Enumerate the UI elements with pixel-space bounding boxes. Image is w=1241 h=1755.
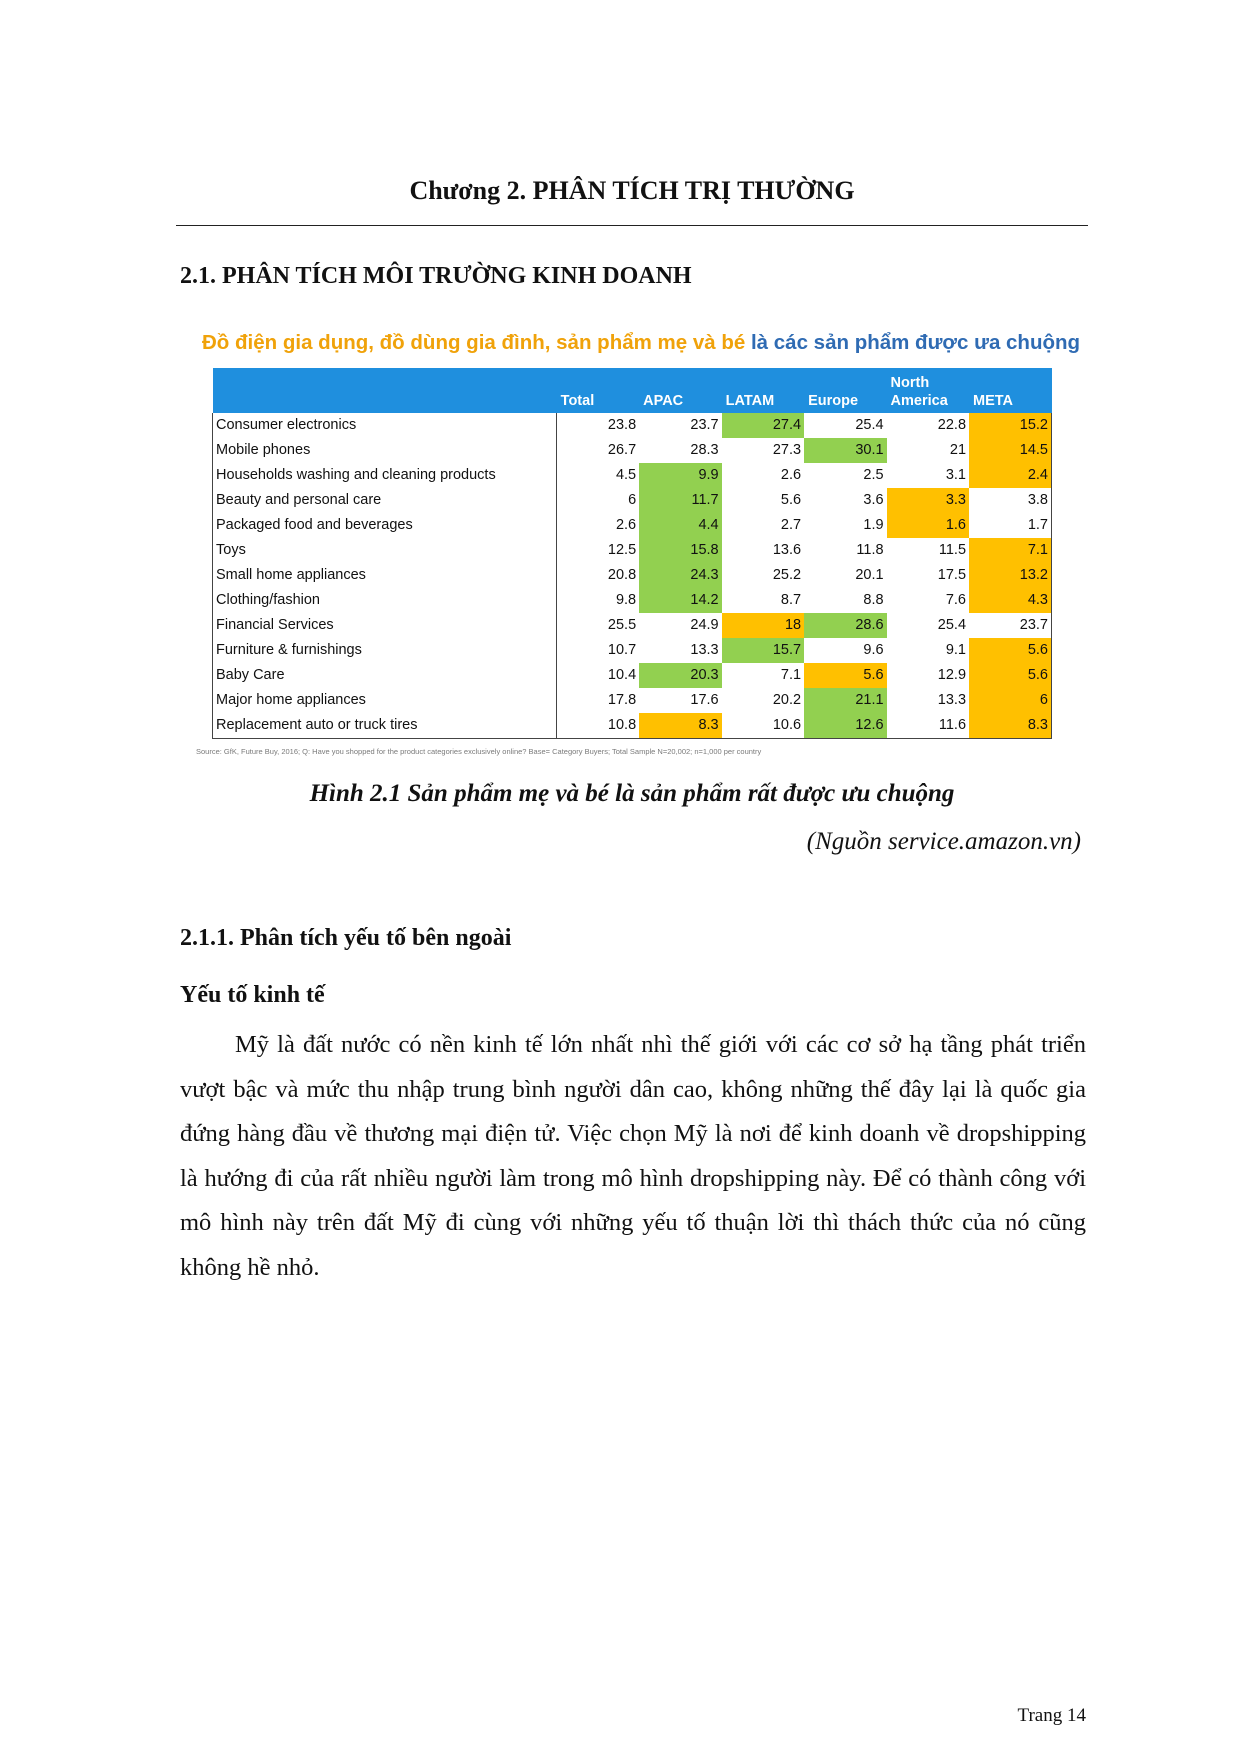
table-value-cell: 11.7 [639,488,721,513]
table-value-cell: 15.8 [639,538,721,563]
table-value-cell: 6 [628,492,637,508]
table-value-cell: 9.8 [615,592,637,608]
table-row [213,513,1052,538]
subsection-heading: 2.1.1. Phân tích yếu tố bên ngoài [180,925,512,951]
table-value-cell: 12.5 [607,542,637,558]
table-value-cell: 28.6 [804,613,886,638]
table-value-cell: 21 [949,442,967,458]
table-category-cell: Mobile phones [213,438,557,463]
table-row [213,688,1052,713]
figure-caption: Hình 2.1 Sản phẩm mẹ và bé là sản phẩm rất được ưu chuộng [309,780,955,807]
table-value-cell: 7.1 [780,667,802,683]
table-value-cell: 13.6 [772,542,802,558]
table-value-cell: 18 [722,613,804,638]
table-value-cell: 20.3 [639,663,721,688]
table-value-cell: 5.6 [969,638,1051,663]
figure-headline-rest: là các sản phẩm được ưa chuộng [745,331,1081,354]
table-row [213,463,1052,488]
table-value-cell: 26.7 [607,442,637,458]
table-value-cell: 8.3 [969,713,1051,739]
table-value-cell: 6 [969,688,1051,713]
table-category-cell: Toys [213,538,557,563]
figure-headline [196,326,1081,360]
table-value-cell: 10.8 [557,713,639,739]
table-value-cell: 15.2 [969,413,1051,438]
table-value-cell: 13.3 [937,692,967,708]
table-category-cell: Furniture & furnishings [213,638,557,663]
factor-heading: Yếu tố kinh tế [180,982,325,1008]
table-value-cell: 3.8 [969,488,1051,513]
table-value-cell: 25.5 [607,617,637,633]
table-header-cell: Europe [804,368,886,413]
table-header-cell: North America [887,368,969,413]
table-category-cell: Packaged food and beverages [213,513,557,538]
table-category-cell: Small home appliances [213,563,557,588]
figure-image [196,326,1081,756]
table-value-cell: 7.6 [945,592,967,608]
figure-source-note: Source: GfK, Future Buy, 2016; Q: Have you shopped for the product categories exclusively online? Base= Category Buyers; Total Sample N=20,002; n=1,000 per country [196,747,762,756]
table-value-cell: 13.3 [690,642,719,658]
table-value-cell: 3.3 [887,488,969,513]
table-value-cell: 14.5 [969,438,1051,463]
table-category-cell: Beauty and personal care [213,488,557,513]
table-value-cell: 17.5 [937,567,967,583]
table-row [213,638,1052,663]
body-paragraph: Mỹ là đất nước có nền kinh tế lớn nhất nhì thế giới với các cơ sở hạ tầng phát triển vượt bậc và mức thu nhập trung bình người dân cao, không những thế đây lại là quốc gia đứng hàng đầu về thương mại điện tử. Việc chọn Mỹ là nơi để kinh doanh về dropshipping là hướng đi của rất nhiều người làm trong mô hình dropshipping này. Để có thành công với mô hình này trên đất Mỹ đi cùng với những yếu tố thuận lời thì thách thức của nó cũng không hề nhỏ. [180,1031,1086,1281]
table-value-cell: 2.6 [615,517,637,533]
table-value-cell: 25.4 [855,417,884,433]
page-number: Trang 14 [1017,1705,1086,1726]
table-value-cell: 8.7 [780,592,802,608]
table-value-cell: 25.2 [772,567,802,583]
table-value-cell: 23.8 [607,417,637,433]
table-row [213,713,1052,739]
chapter-divider [176,225,1088,226]
table-category-cell: Replacement auto or truck tires [213,713,557,739]
table-value-cell: 3.1 [945,467,967,483]
table-category-cell: Clothing/fashion [213,588,557,613]
table-value-cell: 2.6 [780,467,802,483]
table-value-cell: 24.9 [690,617,719,633]
table-value-cell: 5.6 [780,492,802,508]
table-value-cell: 1.7 [969,513,1051,538]
figure-credit: (Nguồn service.amazon.vn) [806,828,1081,855]
table-value-cell: 8.8 [863,592,884,608]
table-value-cell: 10.6 [722,713,804,739]
table-value-cell: 15.7 [722,638,804,663]
table-header-row [213,368,1052,413]
table-value-cell: 4.4 [639,513,721,538]
table-value-cell: 20.8 [607,567,637,583]
table-value-cell: 12.9 [937,667,967,683]
figure-headline-highlight: Đồ điện gia dụng, đồ dùng gia đình, sản phẩm mẹ và bé [202,331,746,354]
table-value-cell: 14.2 [639,588,721,613]
table-category-cell: Households washing and cleaning products [213,463,557,488]
table-value-cell: 2.7 [780,517,802,533]
table-value-cell: 23.7 [690,417,719,433]
table-header-cell: LATAM [722,368,804,413]
table-row [213,413,1052,438]
table-value-cell: 1.9 [863,517,884,533]
table-value-cell: 9.1 [945,642,967,658]
table-value-cell: 17.6 [690,692,719,708]
section-heading: 2.1. PHÂN TÍCH MÔI TRƯỜNG KINH DOANH [180,263,692,289]
table-row [213,588,1052,613]
table-row [213,438,1052,463]
table-value-cell: 30.1 [804,438,886,463]
table-row [213,663,1052,688]
table-header-cell: META [969,368,1051,413]
table-value-cell: 24.3 [639,563,721,588]
table-value-cell: 4.5 [615,467,637,483]
table-value-cell: 21.1 [804,688,886,713]
table-value-cell: 28.3 [690,442,719,458]
table-value-cell: 1.6 [887,513,969,538]
table-header-cell [213,368,557,413]
table-row [213,563,1052,588]
chapter-title: Chương 2. PHÂN TÍCH TRỊ THƯỜNG [409,176,855,205]
table-value-cell: 12.6 [804,713,886,739]
table-category-cell: Financial Services [213,613,557,638]
table-value-cell: 5.6 [969,663,1051,688]
table-category-cell: Baby Care [213,663,557,688]
table-value-cell: 9.9 [639,463,721,488]
table-value-cell: 3.6 [863,492,884,508]
table-value-cell: 10.4 [607,667,637,683]
table-value-cell: 2.4 [969,463,1051,488]
table-value-cell: 17.8 [607,692,637,708]
table-row [213,538,1052,563]
table-value-cell: 11.6 [887,713,969,739]
table-value-cell: 23.7 [969,613,1051,638]
category-table [212,368,1052,739]
table-value-cell: 9.6 [863,642,884,658]
table-row [213,613,1052,638]
table-header-cell: Total [557,368,639,413]
table-value-cell: 13.2 [969,563,1051,588]
table-category-cell: Consumer electronics [213,413,557,438]
table-value-cell: 27.4 [722,413,804,438]
table-category-cell: Major home appliances [213,688,557,713]
table-value-cell: 11.8 [856,542,884,558]
table-header-cell: APAC [639,368,721,413]
table-row [213,488,1052,513]
table-value-cell: 25.4 [937,617,967,633]
table-value-cell: 10.7 [607,642,637,658]
table-value-cell: 27.3 [772,442,802,458]
table-value-cell: 20.1 [855,567,884,583]
table-value-cell: 5.6 [804,663,886,688]
table-value-cell: 2.5 [863,467,884,483]
table-value-cell: 4.3 [969,588,1051,613]
table-value-cell: 8.3 [639,713,721,739]
table-value-cell: 22.8 [937,417,967,433]
table-value-cell: 7.1 [969,538,1051,563]
table-value-cell: 20.2 [772,692,802,708]
table-value-cell: 11.5 [938,542,967,558]
